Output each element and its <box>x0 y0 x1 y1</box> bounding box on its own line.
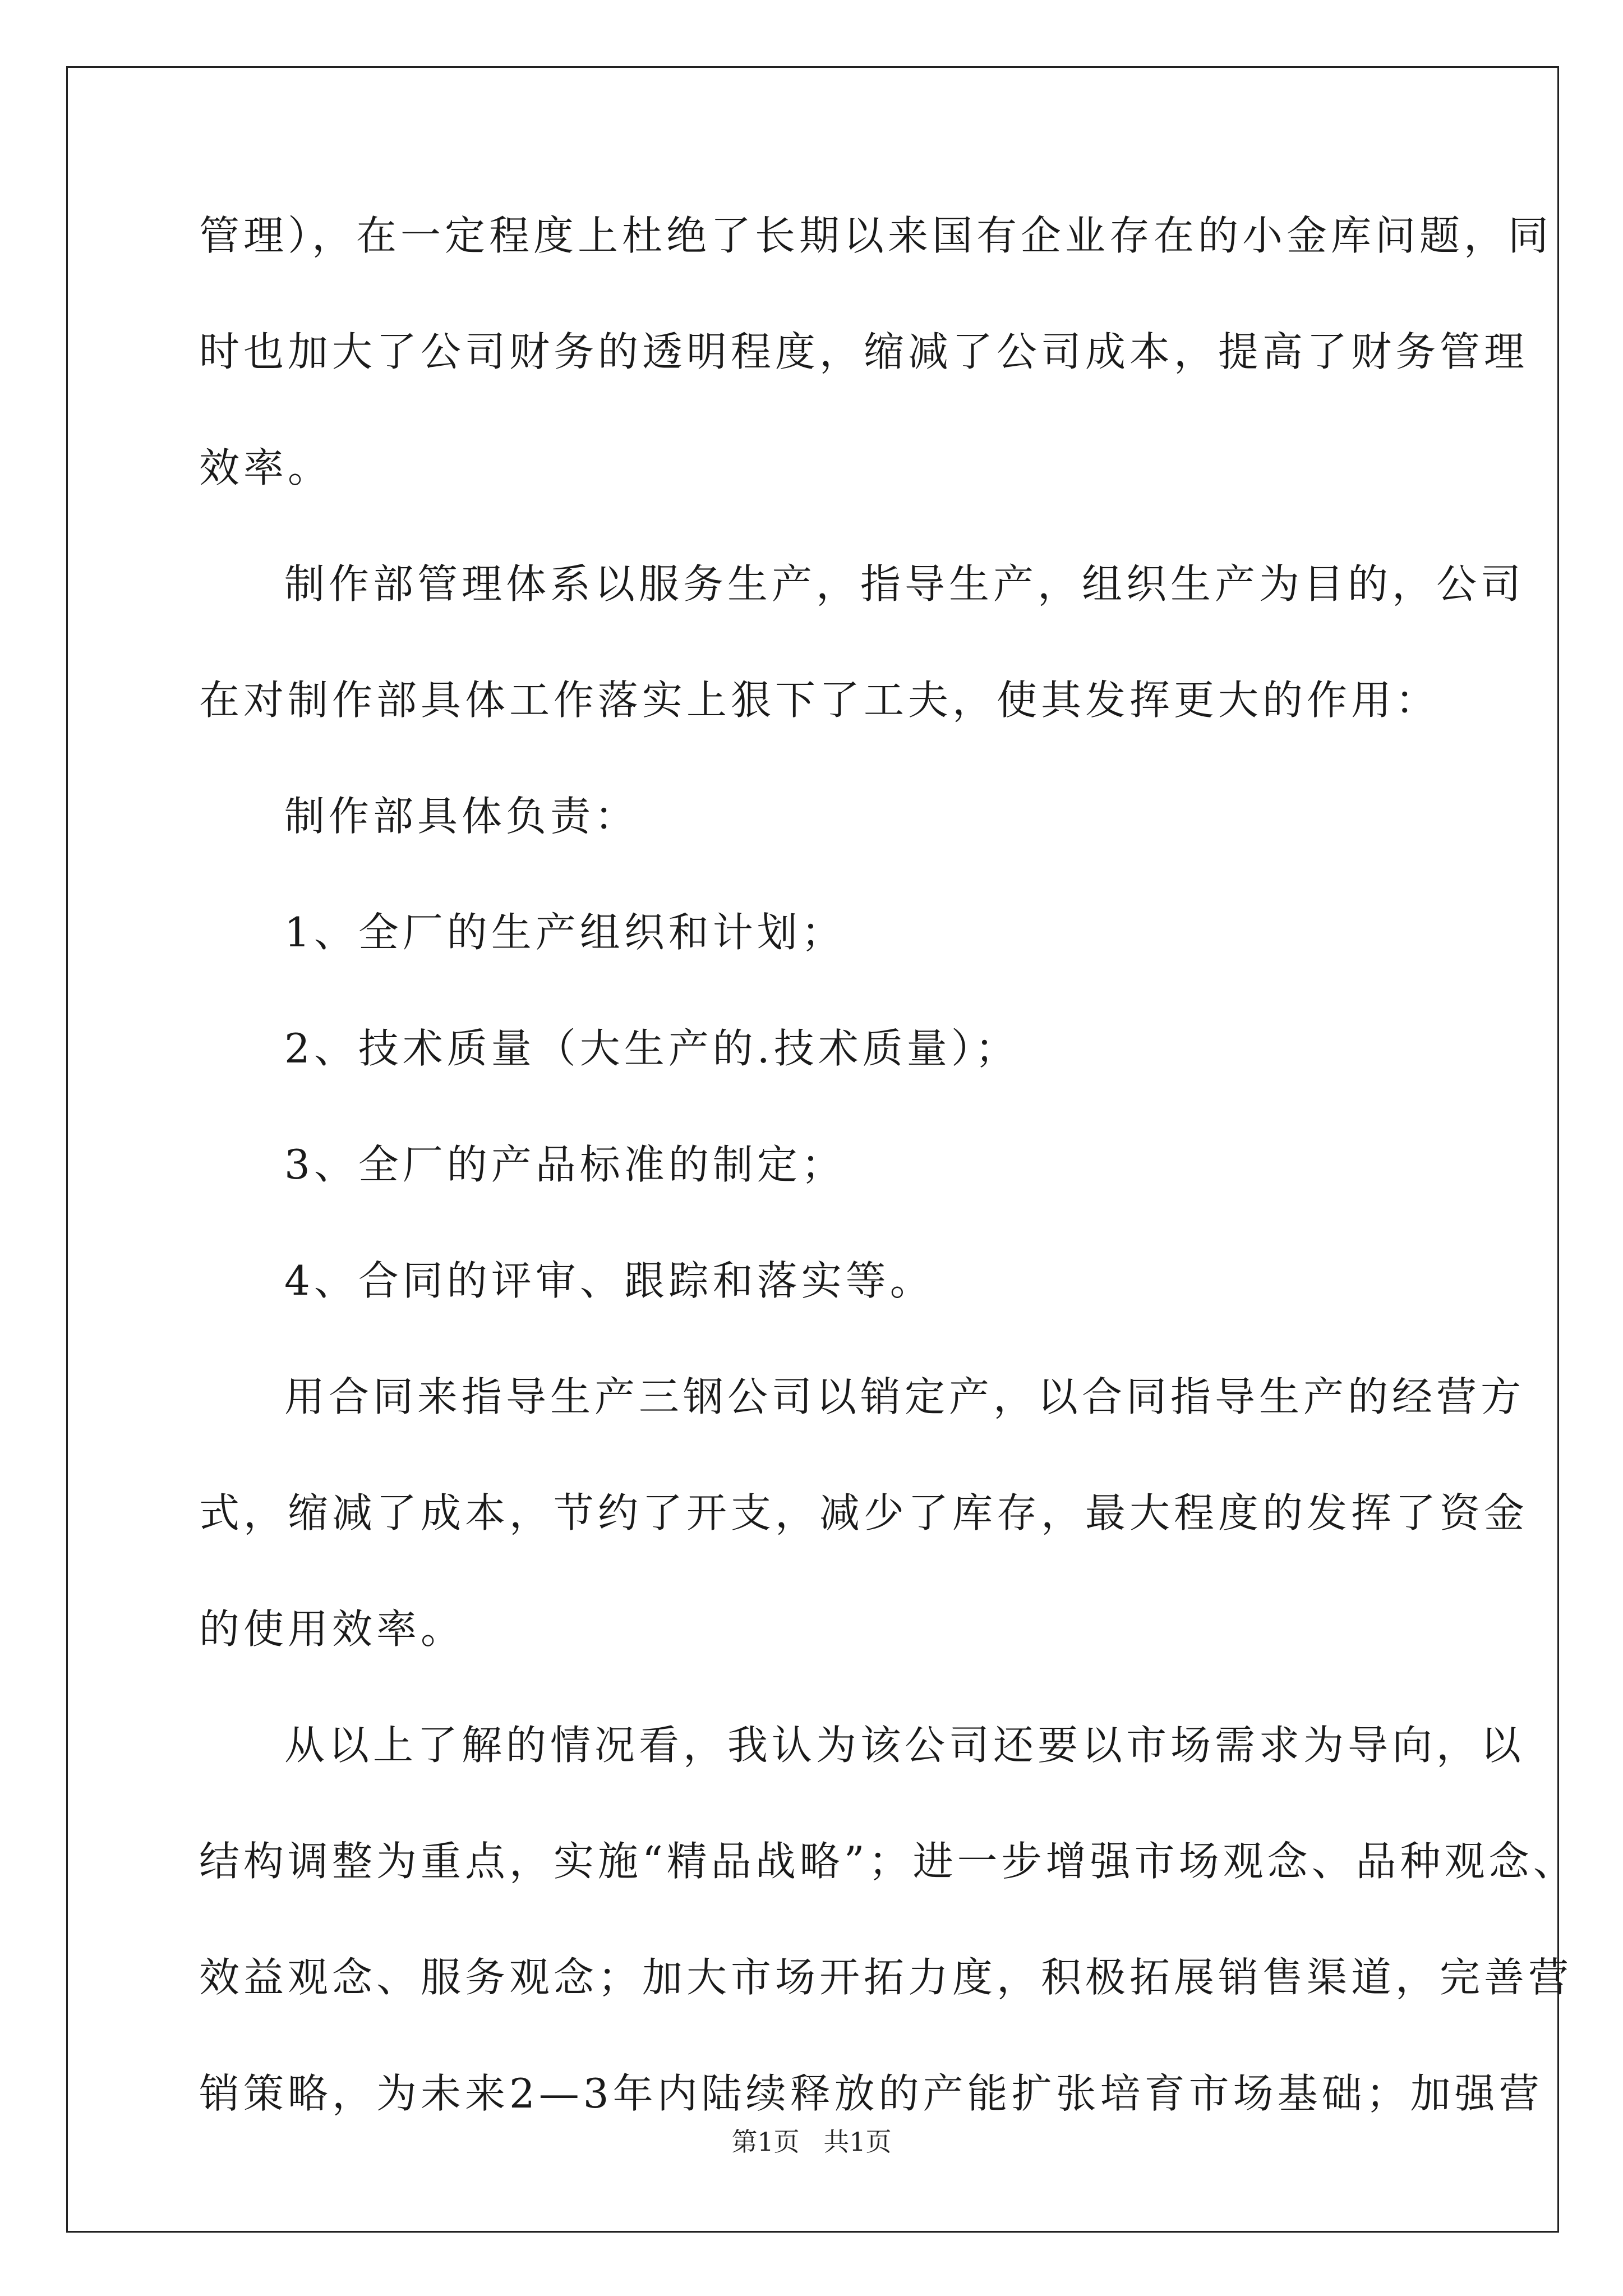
text-line: 销策略，为未来2—3年内陆续释放的产能扩张培育市场基础；加强营 <box>199 2070 1543 2117</box>
list-item: 2、技术质量（大生产的.技术质量）； <box>284 1025 1020 1072</box>
document-body <box>199 209 1578 2183</box>
text-line: 时也加大了公司财务的透明程度，缩减了公司成本，提高了财务管理 <box>199 328 1529 375</box>
text-line: 制作部具体负责： <box>284 793 639 840</box>
text-line: 在对制作部具体工作落实上狠下了工夫，使其发挥更大的作用： <box>199 677 1440 724</box>
text-line: 从以上了解的情况看，我认为该公司还要以市场需求为导向，以 <box>284 1722 1525 1769</box>
list-item: 1、全厂的生产组织和计划； <box>284 909 846 956</box>
list-item: 4、合同的评审、跟踪和落实等。 <box>284 1257 934 1304</box>
page-number: 第1页 <box>731 2127 800 2157</box>
text-line: 式，缩减了成本，节约了开支，减少了库存，最大程度的发挥了资金 <box>199 1489 1529 1536</box>
page-footer <box>0 2125 1623 2159</box>
page-total: 共1页 <box>823 2127 892 2157</box>
text-line: 的使用效率。 <box>199 1605 465 1653</box>
text-line: 效益观念、服务观念；加大市场开拓力度，积极拓展销售渠道，完善营 <box>199 1954 1573 2001</box>
text-line: 效率。 <box>199 444 333 491</box>
list-item: 3、全厂的产品标准的制定； <box>284 1141 846 1188</box>
text-line: 结构调整为重点，实施“精品战略”；进一步增强市场观念、品种观念、 <box>199 1838 1578 1885</box>
text-line: 用合同来指导生产三钢公司以销定产，以合同指导生产的经营方 <box>284 1373 1525 1420</box>
text-line: 管理），在一定程度上杜绝了长期以来国有企业存在的小金库问题，同 <box>199 212 1553 259</box>
text-line: 制作部管理体系以服务生产，指导生产，组织生产为目的，公司 <box>284 560 1525 608</box>
